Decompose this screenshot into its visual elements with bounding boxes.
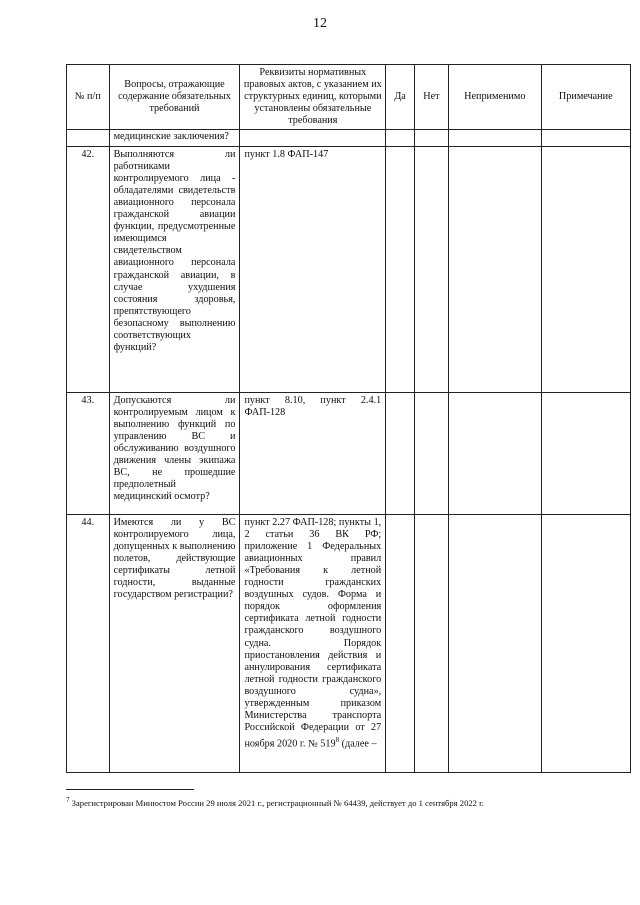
cell-yes[interactable] (386, 514, 415, 772)
table-row (67, 146, 631, 392)
page-number: 12 (313, 16, 327, 31)
cell-no[interactable] (414, 130, 448, 146)
header-question: Вопросы, отражающие содержание обязательных требований (109, 65, 240, 130)
footnote-text: Зарегистрирован Минюстом России 29 июля 2021 г., регистрационный № 64439, действует до 1 сентября 2022 г. (71, 797, 484, 808)
cell-num (67, 130, 110, 146)
header-references: Реквизиты нормативных правовых актов, с указанием их структурных единиц, которыми установлены обязательные требования (240, 65, 386, 130)
cell-num: 43. (67, 392, 110, 514)
table-row (67, 514, 631, 772)
header-yes: Да (386, 65, 415, 130)
cell-ref: пункт 8.10, пункт 2.4.1 ФАП-128 (240, 392, 386, 514)
header-num: № п/п (67, 65, 110, 130)
cell-note[interactable] (541, 514, 630, 772)
cell-not-applicable[interactable] (448, 146, 541, 392)
cell-ref (240, 130, 386, 146)
cell-yes[interactable] (386, 146, 415, 392)
cell-num: 44. (67, 514, 110, 772)
cell-question: медицинские заключения? (109, 130, 240, 146)
cell-not-applicable[interactable] (448, 392, 541, 514)
cell-ref (240, 514, 386, 772)
cell-no[interactable] (414, 514, 448, 772)
cell-not-applicable[interactable] (448, 130, 541, 146)
footnote-divider (66, 789, 194, 790)
cell-num: 42. (67, 146, 110, 392)
table-row (67, 392, 631, 514)
cell-question: Допускаются ли контролируемым лицом к выполнению функций по управлению ВС и обслуживанию воздушного движения члены экипажа ВС, не прошедшие предполетный медицинский осмотр? (109, 392, 240, 514)
cell-ref: пункт 1.8 ФАП-147 (240, 146, 386, 392)
footnote (66, 795, 626, 809)
cell-question: Имеются ли у ВС контролируемого лица, допущенных к выполнению полетов, действующие сертификаты летной годности, выданные государством регистрации? (109, 514, 240, 772)
cell-note[interactable] (541, 392, 630, 514)
footnote-marker: 7 (66, 796, 70, 804)
header-no: Нет (414, 65, 448, 130)
cell-yes[interactable] (386, 130, 415, 146)
ref-text: пункт 2.27 ФАП-128; пункты 1, 2 статьи 36 ВК РФ; приложение 1 Федеральных авиационных правил «Требования к летной годности гражданских воздушных судов. Форма и порядок оформления сертификата летной годности гражданского воздушного судна. Порядок приостановления действия и аннулирования сертификата летной годности гражданского воздушного судна», утвержденным приказом Министерства транспорта Российской Федерации от 27 ноября 2020 г. № 519 (244, 516, 382, 750)
cell-note[interactable] (541, 130, 630, 146)
cell-not-applicable[interactable] (448, 514, 541, 772)
table-row-continuation (67, 130, 631, 146)
footnote-marker-8[interactable]: 8 (335, 736, 340, 745)
cell-note[interactable] (541, 146, 630, 392)
cell-no[interactable] (414, 392, 448, 514)
cell-no[interactable] (414, 146, 448, 392)
table-header-row (67, 65, 631, 130)
requirements-table (66, 64, 631, 773)
cell-yes[interactable] (386, 392, 415, 514)
ref-text-tail: (далее – (339, 738, 377, 750)
header-note: Примечание (541, 65, 630, 130)
cell-question: Выполняются ли работниками контролируемого лица - обладателями свидетельств авиационного персонала гражданской авиации функции, предусмотренные имеющимся свидетельством авиационного персонала гражданской авиации, в случае ухудшения состояния здоровья, препятствующего безопасному выполнению соответствующих функций? (109, 146, 240, 392)
header-not-applicable: Неприменимо (448, 65, 541, 130)
